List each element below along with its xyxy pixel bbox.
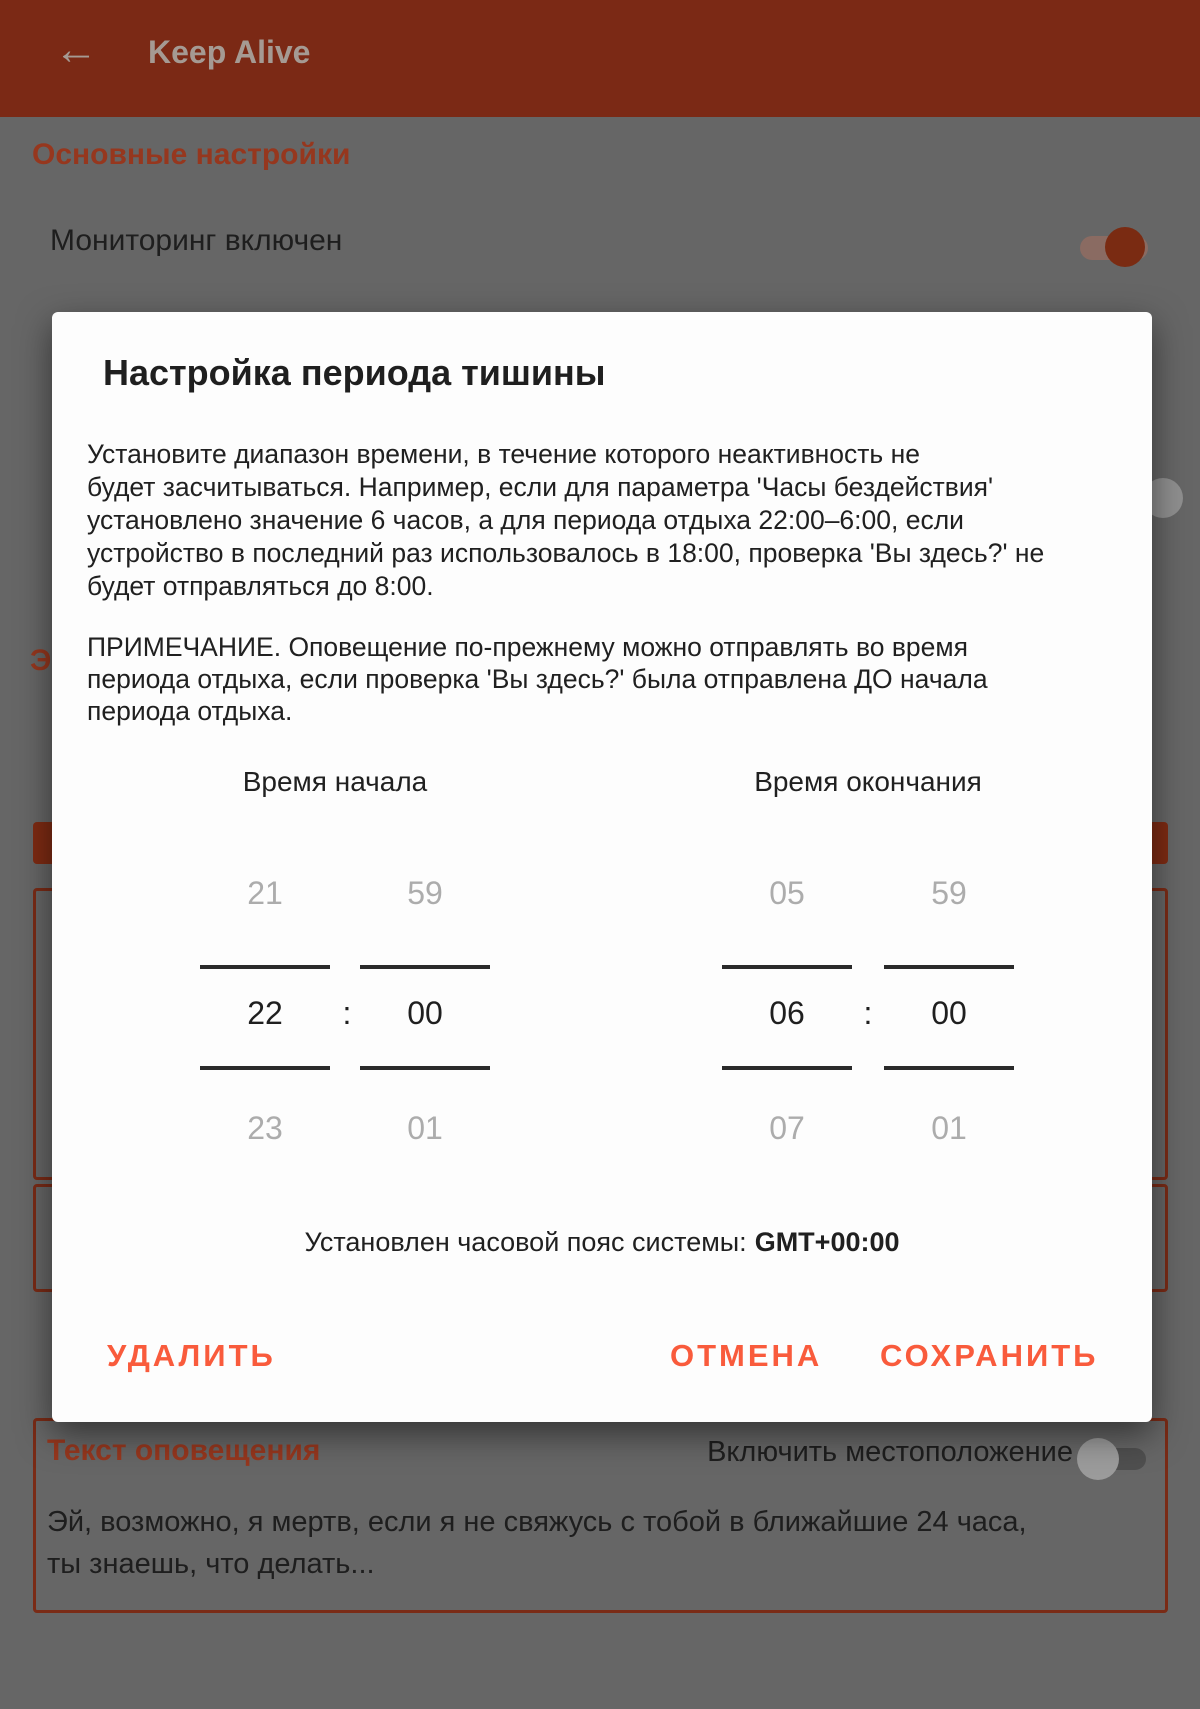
start-hour-selected[interactable]: 22 [247, 995, 283, 1031]
picker-divider [200, 965, 330, 969]
start-time-label: Время начала [242, 766, 428, 797]
end-minute-next[interactable]: 01 [931, 1110, 967, 1146]
description-line: будет отправляться до 8:00. [87, 571, 434, 601]
picker-divider [722, 965, 852, 969]
monitoring-toggle-knob [1105, 227, 1145, 267]
start-hour-next[interactable]: 23 [247, 1110, 283, 1146]
note-line: периода отдыха. [87, 696, 293, 726]
quiet-period-dialog [52, 312, 1152, 1422]
end-hour-selected[interactable]: 06 [769, 995, 805, 1031]
alert-message-line: Эй, возможно, я мертв, если я не свяжусь с тобой в ближайшие 24 часа, [47, 1506, 1027, 1538]
dialog-note [87, 631, 988, 727]
end-minute-selected[interactable]: 00 [931, 995, 967, 1031]
monitoring-enabled-label: Мониторинг включен [50, 224, 343, 257]
section-header-main-settings: Основные настройки [32, 138, 351, 171]
picker-divider [200, 1066, 330, 1070]
save-button[interactable]: СОХРАНИТЬ [880, 1338, 1099, 1373]
picker-divider [360, 965, 490, 969]
timezone-line [52, 1227, 1152, 1258]
picker-divider [360, 1066, 490, 1070]
dialog-title: Настройка периода тишины [103, 352, 606, 393]
delete-button[interactable]: УДАЛИТЬ [107, 1338, 276, 1373]
back-arrow-icon: ← [54, 25, 98, 74]
end-hour-next[interactable]: 07 [769, 1110, 805, 1146]
timezone-label: Установлен часовой пояс системы: [304, 1227, 747, 1257]
picker-divider [722, 1066, 852, 1070]
start-time-colon: : [342, 995, 352, 1031]
include-location-toggle-knob [1077, 1438, 1119, 1480]
description-line: будет засчитываться. Например, если для параметра 'Часы бездействия' [87, 472, 994, 502]
picker-divider [884, 965, 1014, 969]
start-minute-selected[interactable]: 00 [407, 995, 443, 1031]
end-time-colon: : [863, 995, 873, 1031]
dialog-description [87, 438, 1044, 603]
end-minute-prev[interactable]: 59 [931, 875, 967, 911]
description-line: Установите диапазон времени, в течение которого неактивность не [87, 439, 920, 469]
picker-divider [884, 1066, 1014, 1070]
timezone-value: GMT+00:00 [754, 1227, 900, 1257]
description-line: установлено значение 6 часов, а для периода отдыха 22:00–6:00, если [87, 505, 964, 535]
app-bar [0, 0, 1200, 117]
alert-message-line: ты знаешь, что делать... [47, 1548, 375, 1580]
hidden-section-header-fragment: Э [30, 644, 52, 677]
end-time-label: Время окончания [754, 766, 982, 797]
note-line: периода отдыха, если проверка 'Вы здесь?' была отправлена ДО начала [87, 664, 988, 694]
start-minute-prev[interactable]: 59 [407, 875, 443, 911]
alert-text-header: Текст оповещения [47, 1434, 321, 1467]
description-line: устройство в последний раз использовалось в 18:00, проверка 'Вы здесь?' не [87, 538, 1045, 568]
start-hour-prev[interactable]: 21 [247, 875, 283, 911]
include-location-label: Включить местоположение [707, 1436, 1073, 1468]
cancel-button[interactable]: ОТМЕНА [670, 1338, 823, 1373]
app-bar-title: Keep Alive [148, 34, 311, 70]
end-hour-prev[interactable]: 05 [769, 875, 805, 911]
start-minute-next[interactable]: 01 [407, 1110, 443, 1146]
note-line: ПРИМЕЧАНИЕ. Оповещение по-прежнему можно отправлять во время [87, 632, 968, 662]
